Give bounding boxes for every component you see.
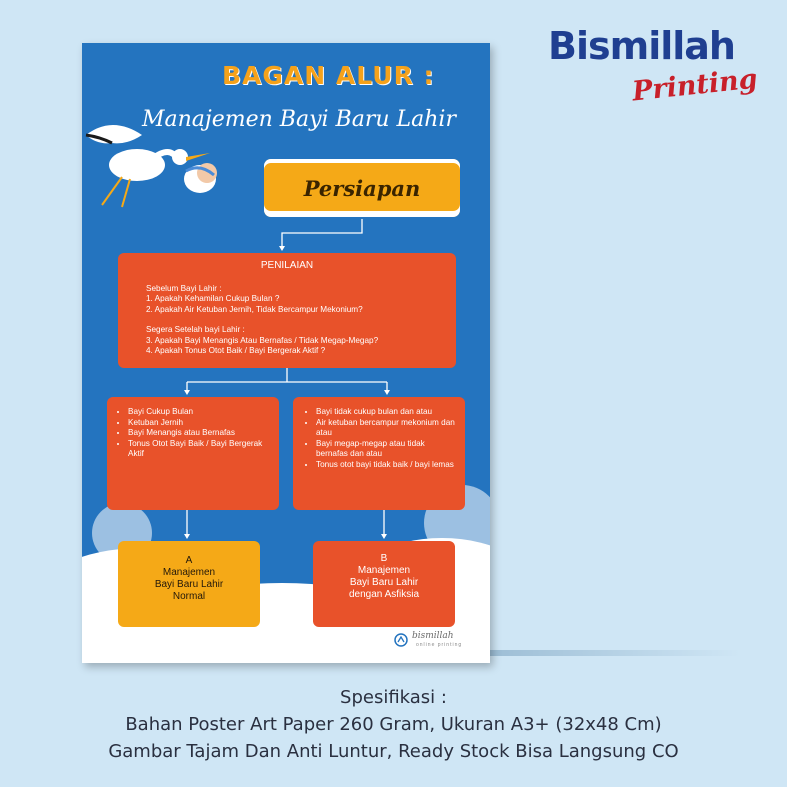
before-birth-questions <box>146 284 446 316</box>
preparation-label: Persiapan <box>303 175 421 201</box>
brand-logo <box>540 22 770 112</box>
outcome-a-letter: A <box>185 555 193 566</box>
normal-criteria-box <box>107 397 279 510</box>
outcome-b-line2: Bayi Baru Lahir <box>349 577 419 588</box>
asphyxia-criteria-list <box>307 407 457 470</box>
question-item: 3. Apakah Bayi Menangis Atau Bernafas / Tidak Megap-Megap? <box>146 335 379 345</box>
outcome-b-box <box>313 541 455 627</box>
preparation-box <box>264 159 460 217</box>
question-item: 2. Apakah Air Ketuban Jernih, Tidak Bercampur Mekonium? <box>146 304 363 314</box>
after-birth-questions <box>146 325 446 357</box>
assessment-heading: PENILAIAN <box>260 260 314 271</box>
criteria-item: • Air ketuban bercampur mekonium dan atau <box>316 418 457 439</box>
spec-line: Gambar Tajam Dan Anti Luntur, Ready Stock Bisa Langsung CO <box>108 741 679 762</box>
poster-subtitle: Manajemen Bayi Baru Lahir <box>142 107 456 132</box>
criteria-item: • Bayi Menangis atau Bernafas <box>128 428 271 439</box>
question-item: 4. Apakah Tonus Otot Baik / Bayi Bergerak Aktif ? <box>146 346 326 355</box>
normal-criteria-list <box>119 407 271 460</box>
poster-logo-tagline: online printing <box>416 642 463 648</box>
floor-shadow <box>480 650 740 656</box>
outcome-b-line1: Manajemen <box>357 565 411 576</box>
outcome-b-letter: B <box>380 553 388 564</box>
poster-title: BAGAN ALUR : <box>222 61 435 90</box>
brand-tagline: Printing <box>630 63 759 108</box>
criteria-item: • Tonus otot bayi tidak baik / bayi lemas <box>316 460 457 471</box>
criteria-item: • Bayi megap-megap atau tidak bernafas dan atau <box>316 439 457 460</box>
after-birth-label: Segera Setelah bayi Lahir : <box>146 325 245 334</box>
poster-logo-name: bismillah <box>412 631 454 641</box>
poster-logo <box>394 631 474 653</box>
outcome-a-box <box>118 541 260 627</box>
criteria-item: • Bayi tidak cukup bulan dan atau <box>316 407 457 418</box>
poster <box>82 43 490 663</box>
outcome-a-line1: Manajemen <box>162 567 216 578</box>
outcome-a-line2: Bayi Baru Lahir <box>154 579 224 590</box>
outcome-a-line3: Normal <box>172 591 206 602</box>
question-item: 1. Apakah Kehamilan Cukup Bulan ? <box>146 294 280 303</box>
criteria-item: • Bayi Cukup Bulan <box>128 407 271 418</box>
asphyxia-criteria-box <box>293 397 465 510</box>
spec-line: Bahan Poster Art Paper 260 Gram, Ukuran A3+ (32x48 Cm) <box>125 714 662 735</box>
before-birth-label: Sebelum Bayi Lahir : <box>146 283 222 293</box>
criteria-item: • Ketuban Jernih <box>128 418 271 429</box>
spec-heading: Spesifikasi : <box>340 687 447 708</box>
outcome-b-line3: dengan Asfiksia <box>348 589 420 600</box>
logo-mark-icon <box>394 633 408 647</box>
assessment-box <box>118 253 456 368</box>
specification-text <box>0 684 787 765</box>
criteria-item: • Tonus Otot Bayi Baik / Bayi Bergerak Aktif <box>128 439 271 460</box>
brand-name: Bismillah <box>548 24 735 68</box>
